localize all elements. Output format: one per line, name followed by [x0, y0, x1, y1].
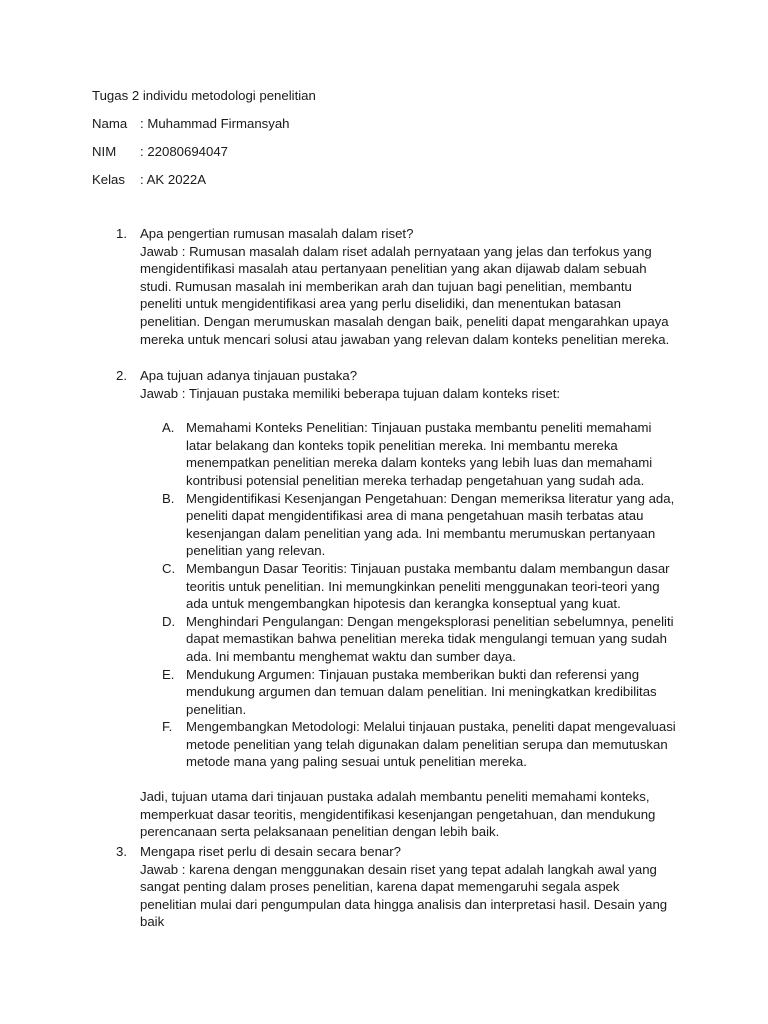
- question-number: 2.: [116, 368, 127, 383]
- document-title: Tugas 2 individu metodologi penelitian: [92, 88, 316, 103]
- sub-letter: F.: [162, 719, 173, 735]
- sub-item-b: [140, 490, 676, 560]
- name-label: Nama: [92, 116, 128, 131]
- sub-text: Membangun Dasar Teoritis: Tinjauan pustaka membantu dalam membangun dasar teoritis untuk penelitian. Ini memungkinkan peneliti menggunakan teori-teori yang ada untuk mengembangkan hipotesis dan kerangka konseptual yang kuat.: [186, 560, 670, 612]
- sub-text: Mengembangkan Metodologi: Melalui tinjauan pustaka, peneliti dapat mengevaluasi metode penelitian yang telah digunakan dalam penelitian serupa dan memutuskan metode mana yang paling sesuai untuk penelitian mereka.: [186, 719, 676, 770]
- sub-item-a: [140, 419, 676, 489]
- sub-text: Mendukung Argumen: Tinjauan pustaka memberikan bukti dan referensi yang mendukung argumen dan temuan dalam penelitian. Ini meningkatkan kredibilitas penelitian.: [186, 666, 657, 717]
- question-number: 3.: [116, 844, 127, 859]
- kelas-value: : AK 2022A: [140, 172, 206, 187]
- sub-item-d: [140, 613, 676, 666]
- question-text: Mengapa riset perlu di desain secara benar?: [140, 844, 401, 859]
- kelas-label: Kelas: [92, 172, 125, 187]
- sub-item-e: [140, 666, 676, 719]
- conclusion-text: Jadi, tujuan utama dari tinjauan pustaka adalah membantu peneliti memahami konteks, memperkuat dasar teoritis, mengidentifikasi kesenjangan pengetahuan, dan mendukung perencanaan serta pelaksanaan penelitian dengan lebih baik.: [140, 789, 656, 840]
- sub-letter: C.: [162, 560, 176, 576]
- question-text: Apa tujuan adanya tinjauan pustaka?: [140, 368, 358, 383]
- nim-row: [92, 143, 228, 161]
- sub-item-c: [140, 560, 676, 613]
- list-item: [116, 843, 676, 931]
- answer-text: Jawab : karena dengan menggunakan desain riset yang tepat adalah langkah awal yang sangat penting dalam proses penelitian, karena dapat memengaruhi segala aspek penelitian mulai dari pengumpulan data hingga analisis dan interpretasi hasil. Desain yang baik: [140, 861, 668, 930]
- question-text: Apa pengertian rumusan masalah dalam riset?: [140, 226, 414, 241]
- question-3: [116, 843, 676, 931]
- sub-letter: A.: [162, 420, 175, 436]
- sub-letter: B.: [162, 490, 175, 506]
- list-item: [116, 367, 676, 841]
- question-2: [116, 367, 676, 841]
- question-number: 1.: [116, 226, 127, 241]
- sub-list: [140, 419, 676, 771]
- sub-item-f: [140, 718, 676, 771]
- nim-value: : 22080694047: [140, 144, 229, 159]
- sub-text: Memahami Konteks Penelitian: Tinjauan pustaka membantu peneliti memahami latar belakang dan konteks topik penelitian mereka. Ini membantu mereka menempatkan penelitian mereka dalam konteks yang lebih luas dan memahami kontribusi potensial penelitian mereka terhadap pengetahuan yang sudah ada.: [186, 420, 653, 488]
- answer-text: Jawab : Tinjauan pustaka memiliki beberapa tujuan dalam konteks riset:: [140, 385, 561, 401]
- kelas-row: [92, 171, 206, 189]
- sub-letter: D.: [162, 613, 176, 629]
- name-row: [92, 115, 290, 133]
- answer-text: Jawab : Rumusan masalah dalam riset adalah pernyataan yang jelas dan terfokus yang mengidentifikasi masalah atau pertanyaan penelitian yang akan dijawab dalam sebuah studi. Rumusan masalah ini memberikan arah dan tujuan bagi penelitian, membantu peneliti untuk mengidentifikasi area yang perlu diselidiki, dan menentukan batasan penelitian. Dengan merumuskan masalah dengan baik, peneliti dapat mengarahkan upaya mereka untuk mencari solusi atau jawaban yang relevan dalam konteks penelitian mereka.: [140, 243, 670, 347]
- name-value: : Muhammad Firmansyah: [140, 116, 290, 131]
- sub-letter: E.: [162, 666, 175, 682]
- sub-text: Mengidentifikasi Kesenjangan Pengetahuan: Dengan memeriksa literatur yang ada, peneliti dapat mengidentifikasi area di mana pengetahuan masih terbatas atau kesenjangan dalam penelitian yang ada. Ini membantu merumuskan pertanyaan penelitian yang relevan.: [186, 490, 675, 559]
- list-item: [116, 225, 676, 348]
- sub-text: Menghindari Pengulangan: Dengan mengeksplorasi penelitian sebelumnya, peneliti dapat memastikan bahwa penelitian mereka tidak mengulangi temuan yang sudah ada. Ini membantu menghemat waktu dan sumber daya.: [186, 613, 674, 664]
- nim-label: NIM: [92, 144, 117, 159]
- question-1: [116, 225, 676, 348]
